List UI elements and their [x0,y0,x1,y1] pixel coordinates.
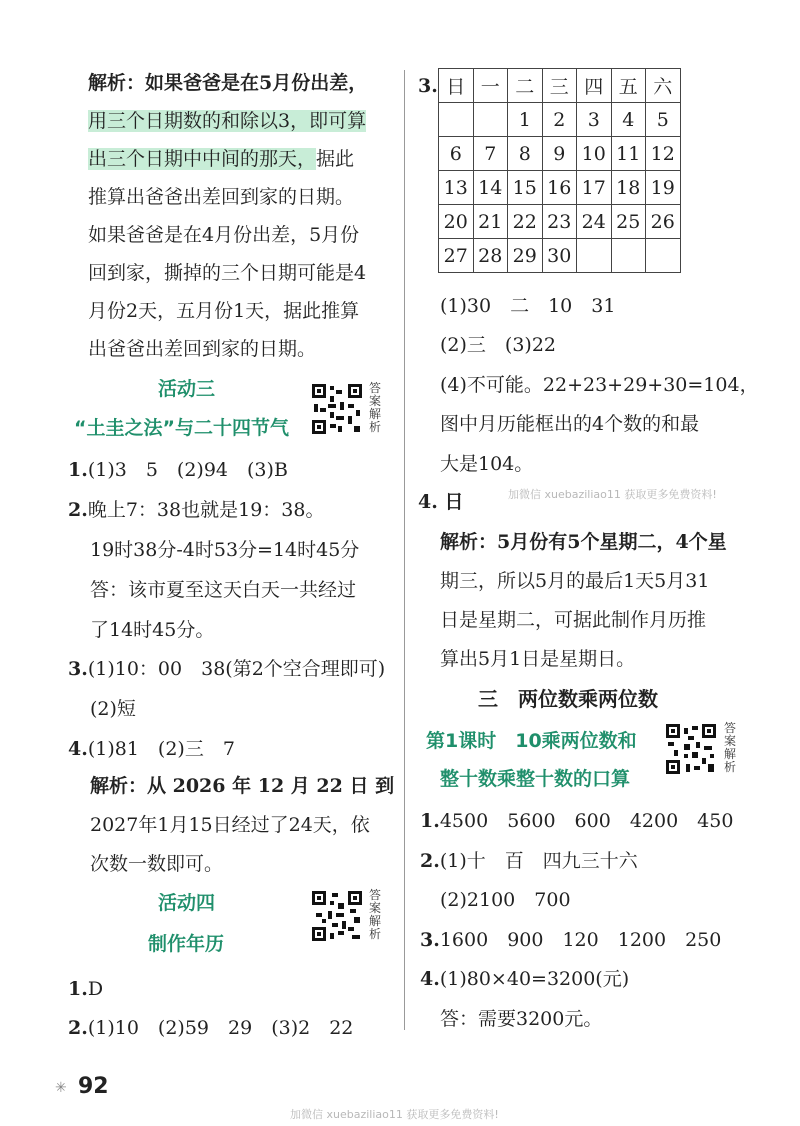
answer-line: 了14时45分。 [90,619,215,641]
calendar-day-cell: 20 [439,205,474,239]
calendar-day-cell: 21 [473,205,508,239]
answer-line [420,966,629,992]
analysis-line: 算出5月1日是星期日。 [440,648,636,670]
calendar-day-cell: 6 [439,137,474,171]
answer-text: 晚上7：38也就是19：38。 [87,499,325,521]
answer-line [68,457,288,483]
question-number: 2. [68,499,88,521]
question-number: 3. [418,75,438,97]
calendar-day-cell: 12 [646,137,681,171]
highlighted-text: 用三个日期数的和除以3，即可算 [88,110,367,132]
calendar-day-cell: 26 [646,205,681,239]
calendar-day-cell: 16 [542,171,577,205]
calendar-day-cell: 18 [611,171,646,205]
question-number: 2. [68,1017,88,1039]
question-number: 1. [420,810,440,832]
calendar-header-cell: 二 [508,69,543,103]
answer-line: (4)不可能。22+23+29+30=104， [440,374,759,396]
calendar-day-cell: 9 [542,137,577,171]
analysis-line: 解析：5月份有5个星期二，4个星 [440,531,727,553]
answer-line [420,927,721,953]
calendar-header-row [439,69,681,103]
calendar-header-cell: 四 [577,69,612,103]
answer-line [68,976,103,1002]
calendar-day-cell: 3 [577,103,612,137]
calendar-day-cell: 7 [473,137,508,171]
calendar-day-cell: 8 [508,137,543,171]
question-number: 3. [68,658,88,680]
answer-line [68,1015,353,1041]
qr-code-icon[interactable] [310,382,364,436]
analysis-line: 2027年1月15日经过了24天，依 [90,814,370,836]
calendar-week-row [439,137,681,171]
activity-four-title: 活动四 [158,892,216,914]
activity-three-title: 活动三 [158,378,216,400]
calendar-header-cell: 五 [611,69,646,103]
calendar-day-cell: 13 [439,171,474,205]
calendar-day-cell: 27 [439,239,474,273]
answer-text: (1)10：00 38(第2个空合理即可) [87,658,386,680]
answer-text: (1)十 百 四九三十六 [439,850,638,872]
calendar-day-cell: 4 [611,103,646,137]
answer-text: D [87,978,104,1000]
answer-line [420,808,733,834]
calendar-day-cell [473,103,508,137]
analysis-line: 期三，所以5月的最后1天5月31 [440,570,710,592]
qr-caption: 答案解析 [724,721,737,774]
answer-line: 答：需要3200元。 [440,1008,603,1030]
calendar-day-cell: 14 [473,171,508,205]
analysis-line: 解析：从 2026 年 12 月 22 日 到 [90,775,395,797]
answer-line [420,848,638,874]
answer-line: 19时38分-4时53分=14时45分 [90,539,360,561]
calendar-day-cell [577,239,612,273]
analysis-line: 回到家，撕掉的三个日期可能是4 [88,262,367,284]
calendar-day-cell: 17 [577,171,612,205]
watermark-text: 加微信 xuebaziliao11 获取更多免费资料! [290,1108,499,1121]
question-number: 4. [420,968,440,990]
analysis-line: 出爸爸出差回到家的日期。 [88,338,317,360]
analysis-line: 次数一数即可。 [90,853,224,875]
answer-line: (2)2100 700 [440,889,571,911]
answer-line: (1)30 二 10 31 [440,295,616,317]
analysis-line: 如果爸爸是在4月份出差，5月份 [88,224,360,246]
lesson-subtitle: 整十数乘整十数的口算 [440,768,631,790]
watermark-text: 加微信 xuebaziliao11 获取更多免费资料! [508,488,717,501]
calendar-week-row [439,205,681,239]
calendar-header-cell: 六 [646,69,681,103]
question-number: 2. [420,850,440,872]
calendar-week-row [439,239,681,273]
qr-code-icon[interactable] [310,889,364,943]
answer-line [68,656,385,682]
answer-line [68,736,235,762]
calendar-day-cell: 23 [542,205,577,239]
column-divider [404,70,405,1030]
calendar-day-cell [439,103,474,137]
qr-caption: 答案解析 [369,888,382,941]
calendar-header-cell: 日 [439,69,474,103]
analysis-line [88,146,354,172]
analysis-line: 推算出爸爸出差回到家的日期。 [88,186,355,208]
analysis-text: 解析：如果爸爸是在5月份出差， [88,72,368,94]
answer-line: (2)三 (3)22 [440,334,557,356]
calendar-day-cell [611,239,646,273]
answer-text: 4500 5600 600 4200 450 [439,810,734,832]
answer-text: (1)3 5 (2)94 (3)B [87,459,288,481]
answer-line: 图中月历能框出的4个数的和最 [440,413,700,435]
answer-line: 大是104。 [440,453,534,475]
calendar-week-row [439,103,681,137]
activity-four-subtitle: 制作年历 [148,933,225,955]
calendar-day-cell: 5 [646,103,681,137]
question-number: 1. [68,459,88,481]
calendar-week-row [439,171,681,205]
calendar-day-cell: 24 [577,205,612,239]
analysis-line [88,70,367,96]
question-number: 4. [68,738,88,760]
calendar-day-cell: 25 [611,205,646,239]
answer-text: (1)10 (2)59 29 (3)2 22 [87,1017,354,1039]
analysis-text: 据此 [316,148,355,170]
calendar-header-cell: 三 [542,69,577,103]
calendar-day-cell: 29 [508,239,543,273]
calendar-day-cell: 30 [542,239,577,273]
answer-line: (2)短 [90,698,136,720]
calendar-day-cell: 28 [473,239,508,273]
page-number: 92 [78,1074,109,1099]
highlighted-text: 出三个日期中中间的那天， [88,148,317,170]
answer-text: 1600 900 120 1200 250 [439,929,722,951]
analysis-line: 日是星期二，可据此制作月历推 [440,609,707,631]
calendar-day-cell: 1 [508,103,543,137]
calendar-day-cell: 22 [508,205,543,239]
qr-caption: 答案解析 [369,381,382,434]
calendar-day-cell: 15 [508,171,543,205]
analysis-line: 月份2天，五月份1天，据此推算 [88,300,360,322]
lesson-title: 第1课时 10乘两位数和 [426,730,637,752]
answer-line [68,497,324,523]
answer-line: 答：该市夏至这天白天一共经过 [90,579,357,601]
question-number: 1. [68,978,88,1000]
answer-line: 4. 日 [418,491,464,513]
sparkle-icon: ✳ [55,1080,67,1096]
answer-text: (1)80×40=3200(元) [439,968,630,990]
unit-title: 三 两位数乘两位数 [478,687,658,711]
calendar-day-cell [646,239,681,273]
calendar-header-cell: 一 [473,69,508,103]
calendar-day-cell: 11 [611,137,646,171]
calendar-day-cell: 10 [577,137,612,171]
analysis-line [88,108,366,134]
question-number: 3. [420,929,440,951]
calendar-day-cell: 19 [646,171,681,205]
answer-text: (1)81 (2)三 7 [87,738,235,760]
calendar-day-cell: 2 [542,103,577,137]
qr-code-icon[interactable] [664,722,718,776]
calendar-table [438,68,681,273]
activity-three-subtitle: “土圭之法”与二十四节气 [74,417,289,439]
